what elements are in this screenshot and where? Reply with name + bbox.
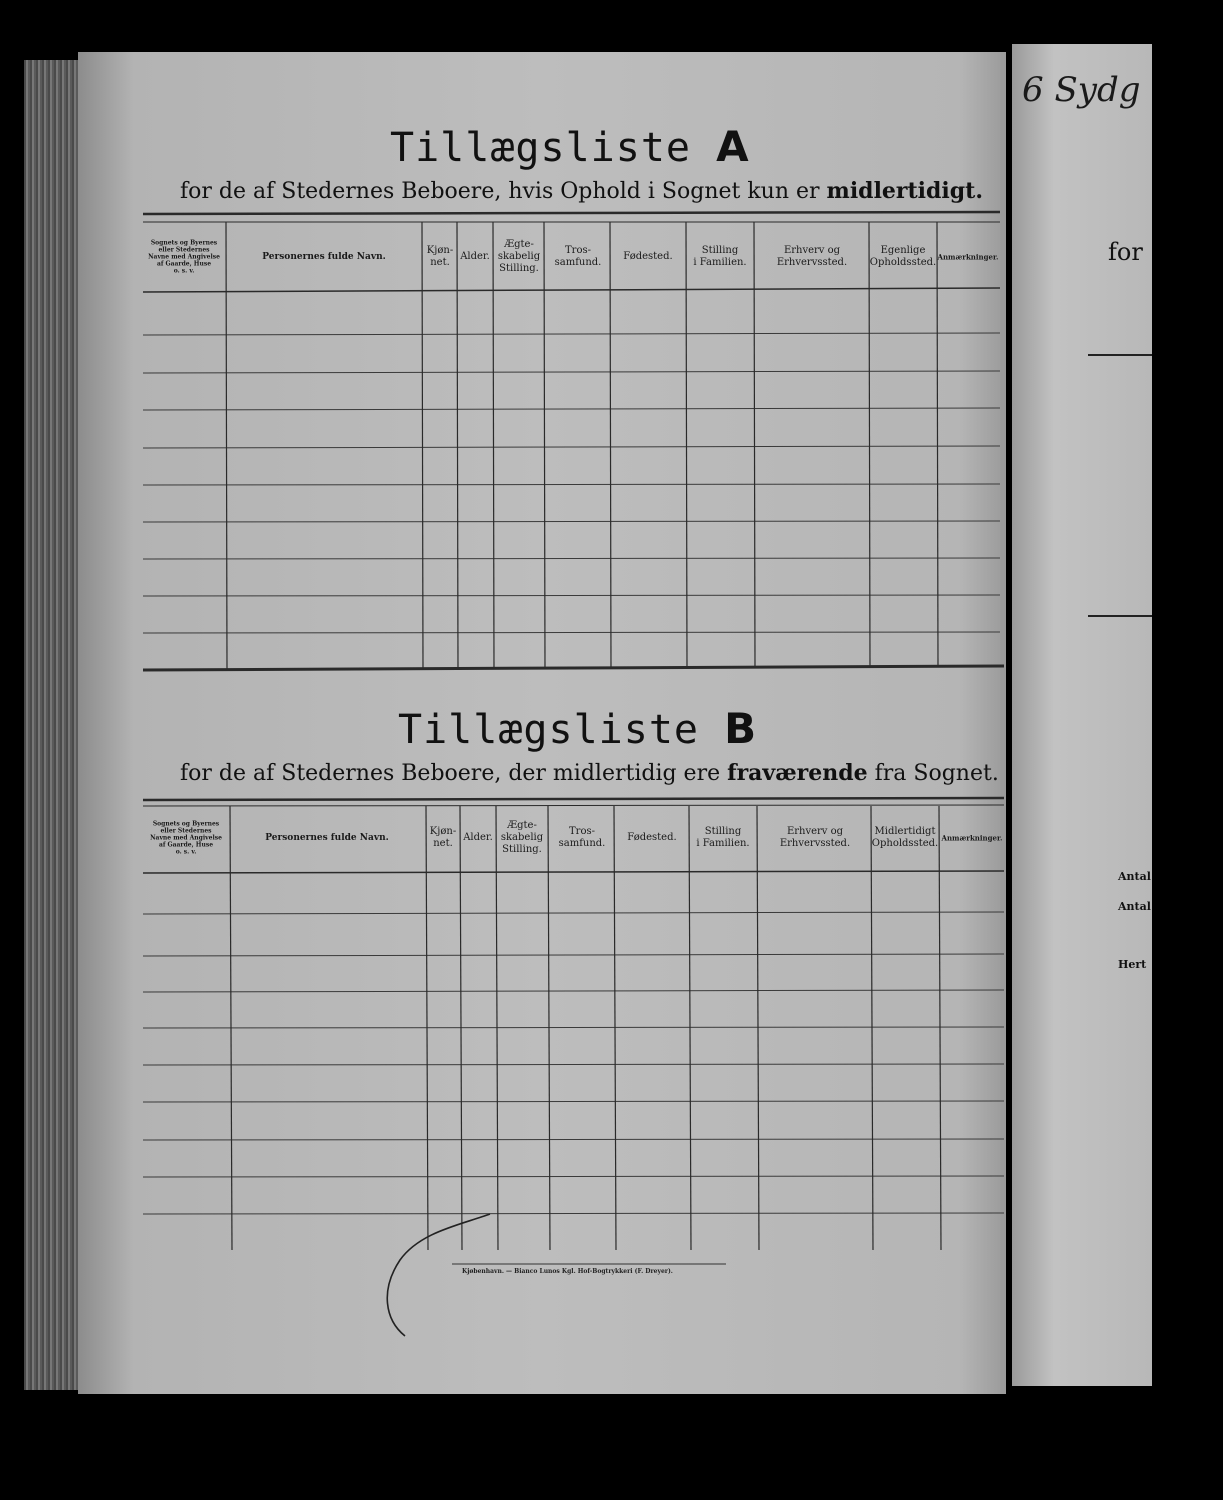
table-a-header-place: Sognets og Byernes eller Stedernes Navne med Angivelse af Gaarde, Huse o. s. v. <box>148 239 220 275</box>
table-a-header-residence: Egenlige Opholdssted. <box>869 245 937 268</box>
table-b-subtitle <box>180 760 999 786</box>
table-b-subtitle-text: for de af Stedernes Beboere, der midlertidig ere <box>180 761 721 786</box>
table-b-header-name: Personernes fulde Navn. <box>265 833 389 843</box>
table-a-header-religion: Tros- samfund. <box>554 245 602 268</box>
table-b-header-marital: Ægte- skabelig Stilling. <box>500 820 544 855</box>
right-page-for: for <box>1108 238 1143 266</box>
table-a-header-birthplace: Fødested. <box>623 251 673 262</box>
table-a-subtitle-text: for de af Stedernes Beboere, hvis Ophold i Sognet kun er <box>180 179 820 204</box>
table-b-header-remarks: Anmærkninger. <box>941 833 1003 843</box>
printer-footer: Kjøbenhavn. — Bianco Lunos Kgl. Hof-Bogtrykkeri (F. Dreyer). <box>462 1268 673 1275</box>
table-a-header-occupation: Erhverv og Erhvervssted. <box>776 245 848 268</box>
table-a-subtitle-bold: midlertidigt. <box>826 178 983 204</box>
right-page-antal-2: Antal <box>1118 900 1151 913</box>
table-b-header-place: Sognets og Byernes eller Stedernes Navne med Angivelse af Gaarde, Huse o. s. v. <box>150 820 222 856</box>
table-a-header-family: Stilling i Familien. <box>693 245 747 268</box>
right-page-hert: Hert <box>1118 958 1147 971</box>
table-b-header-age: Alder. <box>463 832 493 843</box>
table-b-title <box>398 704 757 753</box>
right-page-antal-1: Antal <box>1118 870 1151 883</box>
table-a-header-sex: Kjøn- net. <box>426 245 454 268</box>
table-a-title <box>390 122 750 171</box>
table-b-header-residence: Midlertidigt Opholdssted. <box>871 826 939 849</box>
table-b-title-text: Tillægsliste <box>398 707 699 753</box>
table-a-title-text: Tillægsliste <box>390 125 691 171</box>
table-b-header-birthplace: Fødested. <box>627 832 677 843</box>
table-b-header-occupation: Erhverv og Erhvervssted. <box>779 826 851 849</box>
table-b-header-family: Stilling i Familien. <box>696 826 750 849</box>
table-a-title-letter: A <box>716 122 750 171</box>
table-b-subtitle-end: fra Sognet. <box>874 761 999 786</box>
table-b-header-religion: Tros- samfund. <box>558 826 606 849</box>
table-a-header-name: Personernes fulde Navn. <box>262 252 386 262</box>
table-a-subtitle <box>180 178 983 204</box>
book-page-edges <box>24 60 78 1390</box>
table-a-header-remarks: Anmærkninger. <box>937 252 999 262</box>
right-page-handwriting: 6 Sydg <box>1022 70 1141 110</box>
table-b-title-letter: B <box>724 704 758 753</box>
table-b-subtitle-bold: fraværende <box>727 760 868 786</box>
table-a-header-marital: Ægte- skabelig Stilling. <box>497 239 541 274</box>
table-b-header-sex: Kjøn- net. <box>429 826 457 849</box>
table-a-header-age: Alder. <box>460 251 490 262</box>
